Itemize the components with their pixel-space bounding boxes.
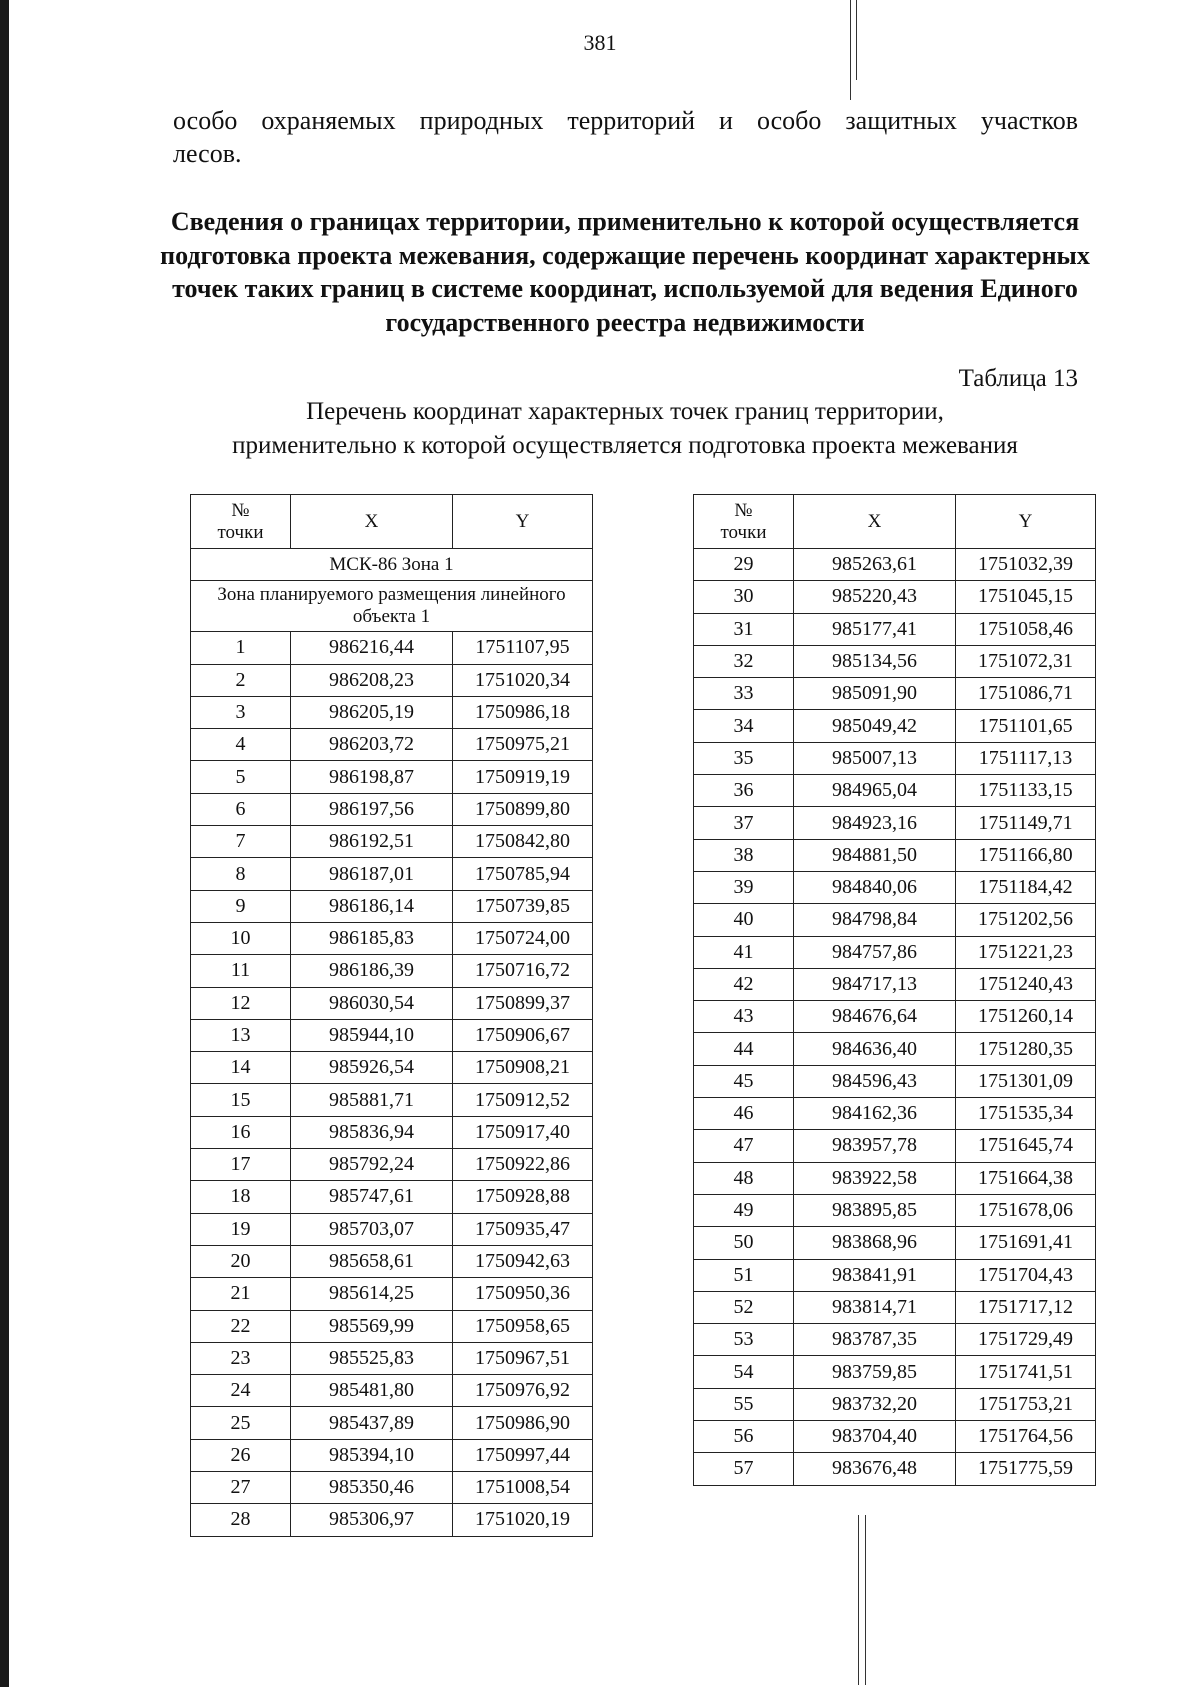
x-coordinate: 985177,41 xyxy=(794,613,956,645)
y-coordinate: 1750942,63 xyxy=(453,1245,593,1277)
point-number: 10 xyxy=(191,922,291,954)
table-row xyxy=(191,1407,593,1439)
x-coordinate: 985394,10 xyxy=(291,1439,453,1471)
table-row xyxy=(191,858,593,890)
y-coordinate: 1751645,74 xyxy=(956,1130,1096,1162)
table-row xyxy=(694,968,1096,1000)
y-coordinate: 1750785,94 xyxy=(453,858,593,890)
point-number: 23 xyxy=(191,1342,291,1374)
x-coordinate: 985007,13 xyxy=(794,742,956,774)
y-coordinate: 1750724,00 xyxy=(453,922,593,954)
point-number: 18 xyxy=(191,1181,291,1213)
y-coordinate: 1751184,42 xyxy=(956,871,1096,903)
point-number: 12 xyxy=(191,987,291,1019)
y-coordinate: 1750975,21 xyxy=(453,729,593,761)
table-row xyxy=(191,761,593,793)
x-coordinate: 986030,54 xyxy=(291,987,453,1019)
x-coordinate: 984636,40 xyxy=(794,1033,956,1065)
y-coordinate: 1751535,34 xyxy=(956,1098,1096,1130)
table-row xyxy=(694,710,1096,742)
header-x: X xyxy=(291,495,453,549)
y-coordinate: 1750950,36 xyxy=(453,1278,593,1310)
point-number: 48 xyxy=(694,1162,794,1194)
point-number: 43 xyxy=(694,1001,794,1033)
table-header-row xyxy=(191,495,593,549)
point-number: 49 xyxy=(694,1194,794,1226)
x-coordinate: 984798,84 xyxy=(794,904,956,936)
point-number: 27 xyxy=(191,1472,291,1504)
y-coordinate: 1751020,19 xyxy=(453,1504,593,1536)
x-coordinate: 985569,99 xyxy=(291,1310,453,1342)
x-coordinate: 985306,97 xyxy=(291,1504,453,1536)
x-coordinate: 986186,39 xyxy=(291,955,453,987)
x-coordinate: 985350,46 xyxy=(291,1472,453,1504)
table-row xyxy=(694,936,1096,968)
y-coordinate: 1750967,51 xyxy=(453,1342,593,1374)
y-coordinate: 1751117,13 xyxy=(956,742,1096,774)
y-coordinate: 1751664,38 xyxy=(956,1162,1096,1194)
table-row xyxy=(694,1453,1096,1485)
table-row xyxy=(191,1342,593,1374)
coordinates-table-left xyxy=(190,494,593,1537)
intro-paragraph xyxy=(173,104,1078,170)
table-row xyxy=(694,1259,1096,1291)
x-coordinate: 985881,71 xyxy=(291,1084,453,1116)
point-number: 3 xyxy=(191,696,291,728)
table-row xyxy=(191,1245,593,1277)
table-row xyxy=(191,1084,593,1116)
table-row xyxy=(694,1065,1096,1097)
y-coordinate: 1751764,56 xyxy=(956,1421,1096,1453)
point-number: 52 xyxy=(694,1291,794,1323)
header-y: Y xyxy=(453,495,593,549)
y-coordinate: 1751678,06 xyxy=(956,1194,1096,1226)
point-number: 5 xyxy=(191,761,291,793)
y-coordinate: 1750899,37 xyxy=(453,987,593,1019)
table-row xyxy=(694,775,1096,807)
y-coordinate: 1750958,65 xyxy=(453,1310,593,1342)
table-row xyxy=(191,1439,593,1471)
x-coordinate: 983814,71 xyxy=(794,1291,956,1323)
y-coordinate: 1750842,80 xyxy=(453,826,593,858)
point-number: 34 xyxy=(694,710,794,742)
table-row xyxy=(191,826,593,858)
x-coordinate: 983787,35 xyxy=(794,1324,956,1356)
x-coordinate: 986205,19 xyxy=(291,696,453,728)
y-coordinate: 1751101,65 xyxy=(956,710,1096,742)
x-coordinate: 983922,58 xyxy=(794,1162,956,1194)
table-row xyxy=(694,1421,1096,1453)
point-number: 14 xyxy=(191,1052,291,1084)
x-coordinate: 985944,10 xyxy=(291,1019,453,1051)
table-row xyxy=(694,1098,1096,1130)
y-coordinate: 1751008,54 xyxy=(453,1472,593,1504)
y-coordinate: 1751107,95 xyxy=(453,632,593,664)
point-number: 54 xyxy=(694,1356,794,1388)
x-coordinate: 985747,61 xyxy=(291,1181,453,1213)
x-coordinate: 986198,87 xyxy=(291,761,453,793)
table-row xyxy=(191,955,593,987)
y-coordinate: 1751020,34 xyxy=(453,664,593,696)
x-coordinate: 985220,43 xyxy=(794,581,956,613)
scan-fold-line xyxy=(865,1515,866,1685)
point-number: 21 xyxy=(191,1278,291,1310)
x-coordinate: 984162,36 xyxy=(794,1098,956,1130)
point-number: 22 xyxy=(191,1310,291,1342)
header-point-number: № точки xyxy=(694,495,794,549)
x-coordinate: 985437,89 xyxy=(291,1407,453,1439)
y-coordinate: 1751149,71 xyxy=(956,807,1096,839)
table-row xyxy=(694,1388,1096,1420)
point-number: 51 xyxy=(694,1259,794,1291)
table-row xyxy=(191,1504,593,1536)
intro-line: особо охраняемых природных территорий и особо защитных участков xyxy=(173,106,1078,135)
y-coordinate: 1751280,35 xyxy=(956,1033,1096,1065)
y-coordinate: 1750919,19 xyxy=(453,761,593,793)
y-coordinate: 1751741,51 xyxy=(956,1356,1096,1388)
table-row xyxy=(694,1162,1096,1194)
x-coordinate: 983759,85 xyxy=(794,1356,956,1388)
point-number: 45 xyxy=(694,1065,794,1097)
point-number: 31 xyxy=(694,613,794,645)
table-label: Таблица 13 xyxy=(958,365,1078,392)
point-number: 2 xyxy=(191,664,291,696)
table-row xyxy=(694,1324,1096,1356)
coordinate-system: МСК-86 Зона 1 xyxy=(191,549,593,581)
point-number: 56 xyxy=(694,1421,794,1453)
coordinate-system-row xyxy=(191,549,593,581)
point-number: 28 xyxy=(191,1504,291,1536)
point-number: 39 xyxy=(694,871,794,903)
point-number: 33 xyxy=(694,678,794,710)
x-coordinate: 984757,86 xyxy=(794,936,956,968)
point-number: 6 xyxy=(191,793,291,825)
x-coordinate: 984965,04 xyxy=(794,775,956,807)
point-number: 47 xyxy=(694,1130,794,1162)
x-coordinate: 985049,42 xyxy=(794,710,956,742)
table-row xyxy=(191,1116,593,1148)
x-coordinate: 983895,85 xyxy=(794,1194,956,1226)
header-y: Y xyxy=(956,495,1096,549)
point-number: 8 xyxy=(191,858,291,890)
y-coordinate: 1751717,12 xyxy=(956,1291,1096,1323)
page-number: 381 xyxy=(583,30,617,55)
point-number: 36 xyxy=(694,775,794,807)
x-coordinate: 983704,40 xyxy=(794,1421,956,1453)
x-coordinate: 983676,48 xyxy=(794,1453,956,1485)
y-coordinate: 1751133,15 xyxy=(956,775,1096,807)
caption-line: применительно к которой осуществляется подготовка проекта межевания xyxy=(232,432,1018,459)
point-number: 15 xyxy=(191,1084,291,1116)
table-row xyxy=(191,1213,593,1245)
y-coordinate: 1750716,72 xyxy=(453,955,593,987)
x-coordinate: 985703,07 xyxy=(291,1213,453,1245)
point-number: 11 xyxy=(191,955,291,987)
x-coordinate: 984881,50 xyxy=(794,839,956,871)
point-number: 41 xyxy=(694,936,794,968)
point-number: 35 xyxy=(694,742,794,774)
table-row xyxy=(694,1356,1096,1388)
x-coordinate: 983841,91 xyxy=(794,1259,956,1291)
y-coordinate: 1751240,43 xyxy=(956,968,1096,1000)
intro-line: лесов. xyxy=(173,139,242,168)
y-coordinate: 1750906,67 xyxy=(453,1019,593,1051)
table-row xyxy=(191,793,593,825)
point-number: 19 xyxy=(191,1213,291,1245)
y-coordinate: 1750935,47 xyxy=(453,1213,593,1245)
table-row xyxy=(694,807,1096,839)
y-coordinate: 1751221,23 xyxy=(956,936,1096,968)
section-title: Сведения о границах территории, применительно к которой осуществляется подготовка проекта межевания, содержащие перечень координат характерных точек таких границ в системе координат, используемой для ведения Единого государственного реестра недвижимости xyxy=(160,207,1090,337)
y-coordinate: 1750908,21 xyxy=(453,1052,593,1084)
x-coordinate: 984596,43 xyxy=(794,1065,956,1097)
x-coordinate: 985614,25 xyxy=(291,1278,453,1310)
point-number: 42 xyxy=(694,968,794,1000)
y-coordinate: 1751729,49 xyxy=(956,1324,1096,1356)
table-row xyxy=(191,664,593,696)
x-coordinate: 985926,54 xyxy=(291,1052,453,1084)
point-number: 13 xyxy=(191,1019,291,1051)
x-coordinate: 984676,64 xyxy=(794,1001,956,1033)
point-number: 20 xyxy=(191,1245,291,1277)
table-row xyxy=(694,1001,1096,1033)
table-row xyxy=(694,1194,1096,1226)
table-row xyxy=(191,890,593,922)
coordinates-table-right xyxy=(693,494,1096,1486)
point-number: 38 xyxy=(694,839,794,871)
table-row xyxy=(694,742,1096,774)
x-coordinate: 984923,16 xyxy=(794,807,956,839)
point-number: 26 xyxy=(191,1439,291,1471)
y-coordinate: 1751058,46 xyxy=(956,613,1096,645)
point-number: 7 xyxy=(191,826,291,858)
table-row xyxy=(191,1149,593,1181)
x-coordinate: 986192,51 xyxy=(291,826,453,858)
y-coordinate: 1751775,59 xyxy=(956,1453,1096,1485)
table-row xyxy=(191,632,593,664)
table-row xyxy=(191,1019,593,1051)
table-row xyxy=(694,1291,1096,1323)
y-coordinate: 1750997,44 xyxy=(453,1439,593,1471)
point-number: 16 xyxy=(191,1116,291,1148)
x-coordinate: 984840,06 xyxy=(794,871,956,903)
y-coordinate: 1751301,09 xyxy=(956,1065,1096,1097)
point-number: 46 xyxy=(694,1098,794,1130)
x-coordinate: 985792,24 xyxy=(291,1149,453,1181)
point-number: 55 xyxy=(694,1388,794,1420)
table-row xyxy=(694,871,1096,903)
point-number: 57 xyxy=(694,1453,794,1485)
point-number: 9 xyxy=(191,890,291,922)
point-number: 44 xyxy=(694,1033,794,1065)
table-row xyxy=(694,678,1096,710)
table-row xyxy=(694,1033,1096,1065)
y-coordinate: 1751166,80 xyxy=(956,839,1096,871)
table-row xyxy=(694,581,1096,613)
y-coordinate: 1750912,52 xyxy=(453,1084,593,1116)
header-point-number: № точки xyxy=(191,495,291,549)
y-coordinate: 1750917,40 xyxy=(453,1116,593,1148)
y-coordinate: 1750976,92 xyxy=(453,1375,593,1407)
table-row xyxy=(694,839,1096,871)
table-row xyxy=(694,613,1096,645)
y-coordinate: 1750986,18 xyxy=(453,696,593,728)
point-number: 53 xyxy=(694,1324,794,1356)
point-number: 4 xyxy=(191,729,291,761)
point-number: 30 xyxy=(694,581,794,613)
table-row xyxy=(191,696,593,728)
y-coordinate: 1750739,85 xyxy=(453,890,593,922)
y-coordinate: 1751691,41 xyxy=(956,1227,1096,1259)
y-coordinate: 1750986,90 xyxy=(453,1407,593,1439)
x-coordinate: 983957,78 xyxy=(794,1130,956,1162)
x-coordinate: 985836,94 xyxy=(291,1116,453,1148)
table-row xyxy=(694,1130,1096,1162)
y-coordinate: 1751753,21 xyxy=(956,1388,1096,1420)
table-row xyxy=(191,1052,593,1084)
table-row xyxy=(694,1227,1096,1259)
x-coordinate: 984717,13 xyxy=(794,968,956,1000)
table-caption xyxy=(150,395,1100,463)
x-coordinate: 986185,83 xyxy=(291,922,453,954)
header-x: X xyxy=(794,495,956,549)
x-coordinate: 983732,20 xyxy=(794,1388,956,1420)
point-number: 40 xyxy=(694,904,794,936)
x-coordinate: 986187,01 xyxy=(291,858,453,890)
point-number: 50 xyxy=(694,1227,794,1259)
table-row xyxy=(191,729,593,761)
point-number: 32 xyxy=(694,645,794,677)
y-coordinate: 1750922,86 xyxy=(453,1149,593,1181)
y-coordinate: 1751260,14 xyxy=(956,1001,1096,1033)
x-coordinate: 986216,44 xyxy=(291,632,453,664)
table-header-row xyxy=(694,495,1096,549)
x-coordinate: 986203,72 xyxy=(291,729,453,761)
y-coordinate: 1751202,56 xyxy=(956,904,1096,936)
point-number: 37 xyxy=(694,807,794,839)
scan-edge xyxy=(0,0,9,1687)
x-coordinate: 985525,83 xyxy=(291,1342,453,1374)
table-row xyxy=(191,922,593,954)
y-coordinate: 1751086,71 xyxy=(956,678,1096,710)
x-coordinate: 986186,14 xyxy=(291,890,453,922)
table-row xyxy=(191,1472,593,1504)
table-row xyxy=(191,1278,593,1310)
table-row xyxy=(191,1181,593,1213)
x-coordinate: 985263,61 xyxy=(794,549,956,581)
x-coordinate: 986197,56 xyxy=(291,793,453,825)
table-row xyxy=(694,549,1096,581)
point-number: 24 xyxy=(191,1375,291,1407)
caption-line: Перечень координат характерных точек границ территории, xyxy=(306,398,944,425)
y-coordinate: 1751045,15 xyxy=(956,581,1096,613)
zone-row xyxy=(191,581,593,632)
table-row xyxy=(191,1375,593,1407)
x-coordinate: 985481,80 xyxy=(291,1375,453,1407)
table-row xyxy=(191,987,593,1019)
point-number: 17 xyxy=(191,1149,291,1181)
x-coordinate: 985091,90 xyxy=(794,678,956,710)
x-coordinate: 985134,56 xyxy=(794,645,956,677)
scan-fold-line xyxy=(858,1515,859,1685)
x-coordinate: 983868,96 xyxy=(794,1227,956,1259)
x-coordinate: 986208,23 xyxy=(291,664,453,696)
point-number: 25 xyxy=(191,1407,291,1439)
y-coordinate: 1751072,31 xyxy=(956,645,1096,677)
y-coordinate: 1751704,43 xyxy=(956,1259,1096,1291)
zone-name: Зона планируемого размещения линейного объекта 1 xyxy=(191,581,593,632)
point-number: 29 xyxy=(694,549,794,581)
x-coordinate: 985658,61 xyxy=(291,1245,453,1277)
point-number: 1 xyxy=(191,632,291,664)
table-row xyxy=(694,645,1096,677)
table-row xyxy=(694,904,1096,936)
table-row xyxy=(191,1310,593,1342)
y-coordinate: 1750899,80 xyxy=(453,793,593,825)
y-coordinate: 1751032,39 xyxy=(956,549,1096,581)
y-coordinate: 1750928,88 xyxy=(453,1181,593,1213)
